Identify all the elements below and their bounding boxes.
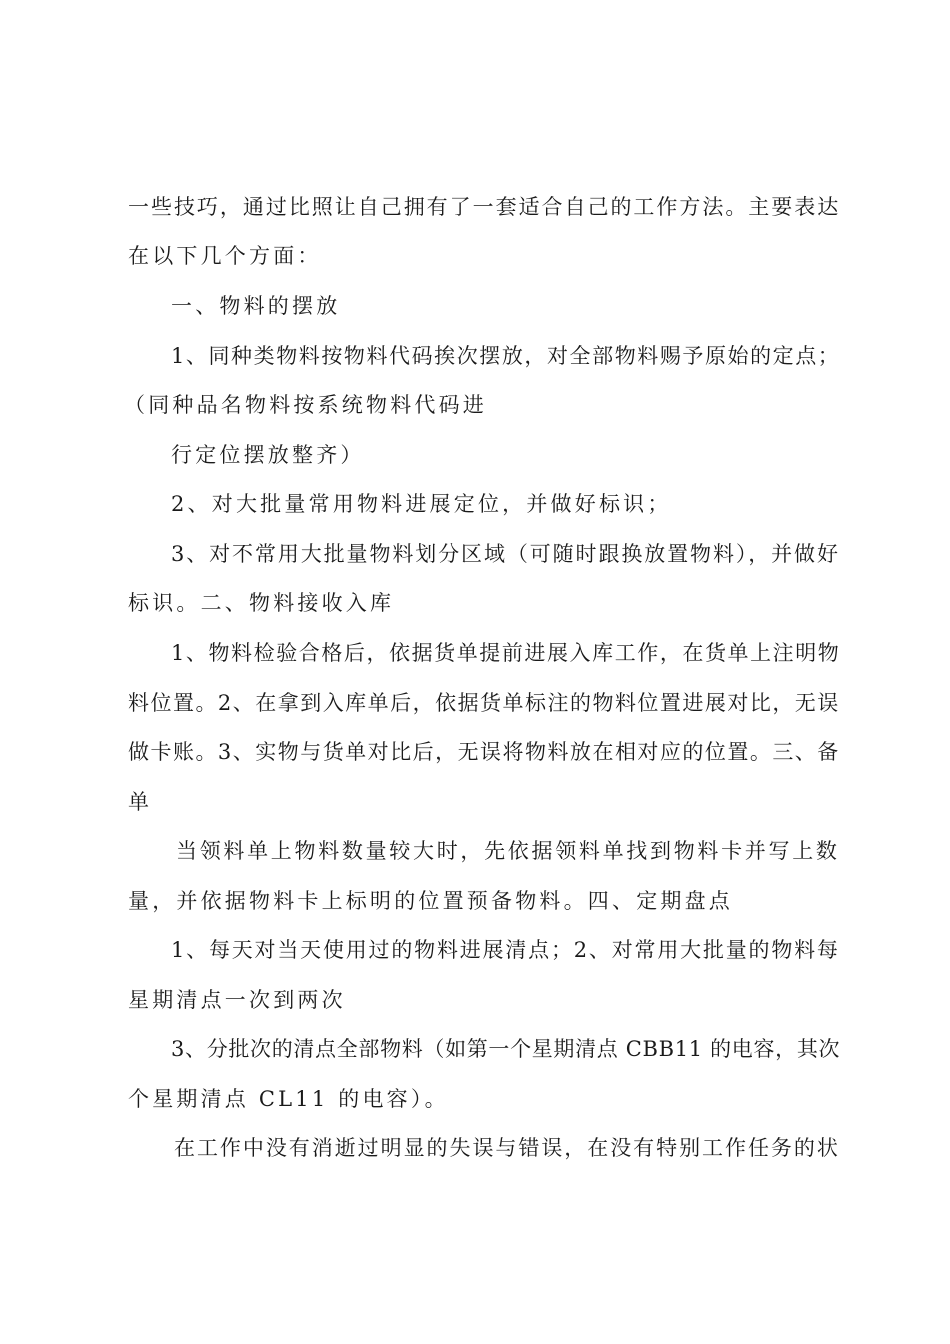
text-line-6: 行定位摆放整齐）: [171, 443, 365, 467]
text-line-11: 料位置。2、在拿到入库单后，依据货单标注的物料位置进展对比，无误: [128, 691, 840, 715]
text-line-9: 标识。二、物料接收入库: [128, 591, 395, 615]
text-line-7: 2、对大批量常用物料进展定位，并做好标识；: [171, 492, 672, 516]
text-line-18: 3、分批次的清点全部物料（如第一个星期清点 CBB11 的电容，其次: [171, 1037, 841, 1061]
text-line-2: 在以下几个方面：: [128, 244, 322, 268]
text-line-8: 3、对不常用大批量物料划分区域（可随时跟换放置物料），并做好: [171, 542, 840, 566]
text-line-10: 1、物料检验合格后，依据货单提前进展入库工作，在货单上注明物: [171, 641, 841, 665]
text-line-1: 一些技巧，通过比照让自己拥有了一套适合自己的工作方法。主要表达: [128, 195, 841, 219]
section-heading-1: 一、物料的摆放: [171, 294, 341, 318]
text-line-17: 星期清点一次到两次: [128, 988, 346, 1012]
text-line-20: 在工作中没有消逝过明显的失误与错误，在没有特别工作任务的状: [174, 1136, 840, 1160]
text-line-13: 单: [128, 790, 153, 814]
text-line-15: 量，并依据物料卡上标明的位置预备物料。四、定期盘点: [128, 889, 733, 913]
text-line-14: 当领料单上物料数量较大时，先依据领料单找到物料卡并写上数: [176, 839, 840, 863]
text-line-5: （同种品名物料按系统物料代码进: [124, 393, 487, 417]
text-line-19: 个星期清点 CL11 的电容）。: [128, 1087, 449, 1111]
text-line-4: 1、同种类物料按物料代码挨次摆放，对全部物料赐予原始的定点；: [171, 344, 841, 368]
text-line-16: 1、每天对当天使用过的物料进展清点；2、对常用大批量的物料每: [171, 938, 840, 962]
text-line-12: 做卡账。3、实物与货单对比后，无误将物料放在相对应的位置。三、备: [128, 740, 840, 764]
